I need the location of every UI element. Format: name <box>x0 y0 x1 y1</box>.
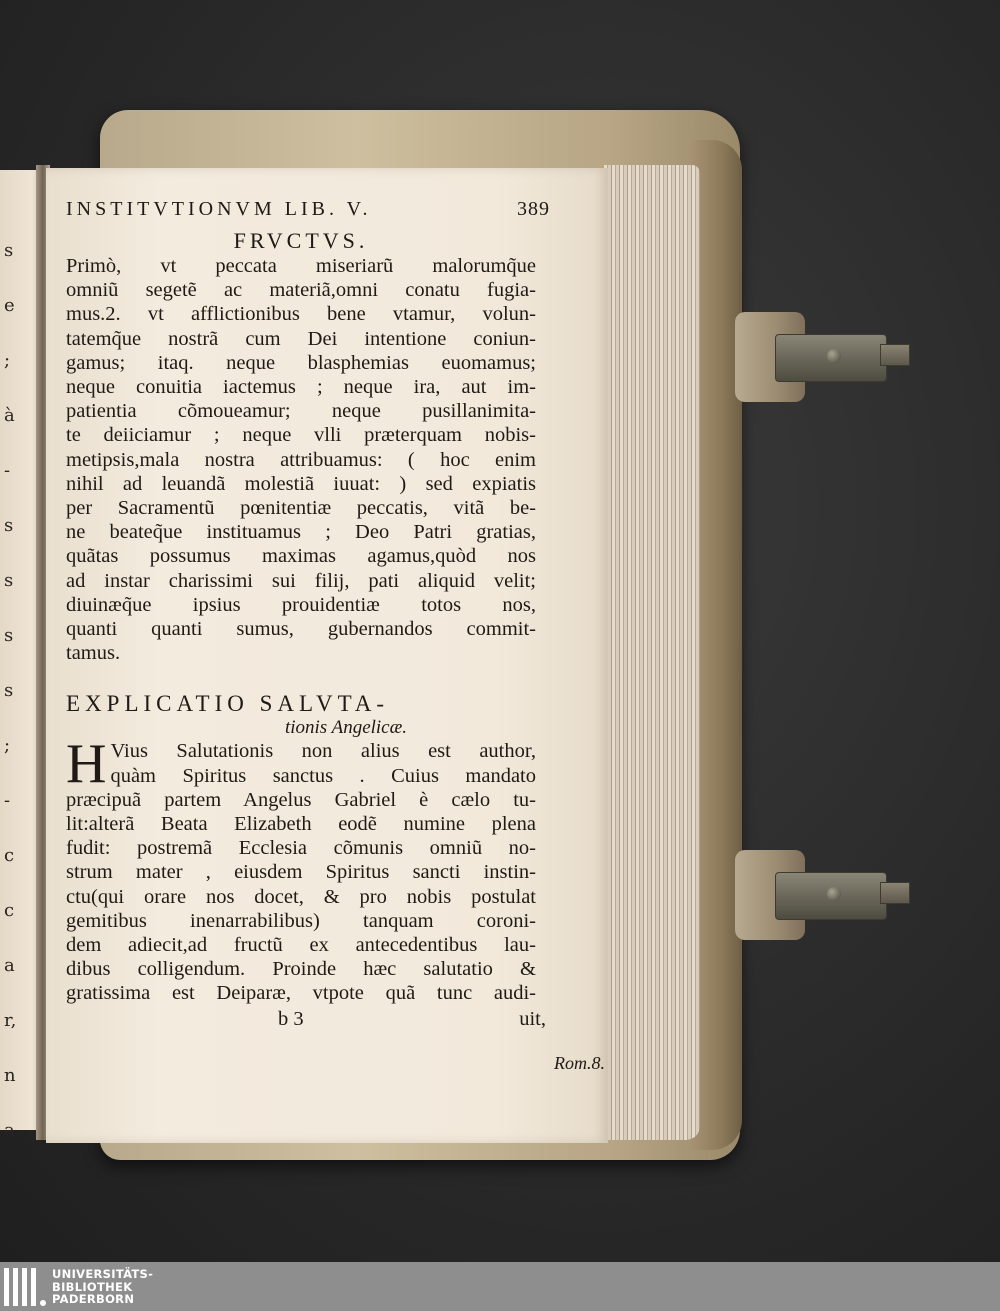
left-page-glyph: ; <box>4 350 11 371</box>
text-line: patientia cõmoueamur; neque pusillanimita- <box>66 400 536 423</box>
left-page-glyph: ; <box>4 735 11 756</box>
text-line: quanti quanti sumus, gubernandos commit- <box>66 618 536 641</box>
signature-mark: b 3 <box>278 1007 304 1030</box>
running-head <box>66 198 550 224</box>
paragraph-salutatio <box>66 733 536 1005</box>
library-name-line1: UNIVERSITÄTS- <box>52 1267 154 1281</box>
left-page-fragments <box>0 170 40 1141</box>
paragraph-fructus <box>66 254 536 665</box>
text-line: mus.2. vt afflictionibus bene vtamur, volun- <box>66 303 536 326</box>
left-page-glyph: n <box>4 1065 16 1086</box>
text-line: strum mater , eiusdem Spiritus sancti instin- <box>66 861 536 884</box>
text-line: gamus; itaq. neque blasphemias euomamus; <box>66 351 536 374</box>
text-line: neque conuitia iactemus ; neque ira, aut im- <box>66 376 536 399</box>
page-edges <box>604 165 700 1140</box>
text-line: quàm Spiritus sanctus . Cuius mandato <box>110 764 536 787</box>
section-title: FRVCTVS. <box>233 228 369 253</box>
left-page-glyph: e <box>4 295 15 316</box>
left-page-glyph: c <box>4 845 15 866</box>
left-page-glyph: r, <box>4 1010 17 1031</box>
left-page-glyph: a <box>4 1120 15 1141</box>
catchword: uit, <box>519 1007 546 1030</box>
text-line: te deiiciamur ; neque vlli præterquam nobis- <box>66 424 536 447</box>
marginal-note: Rom.8. <box>554 1053 605 1073</box>
text-line: Vius Salutationis non alius est author, <box>110 740 536 763</box>
left-page-glyph: a <box>4 955 15 976</box>
text-line: tamus. <box>66 642 121 665</box>
page-number: 389 <box>517 198 550 220</box>
clasp-pin <box>880 882 910 904</box>
page-text <box>66 198 550 1034</box>
library-name-line2: BIBLIOTHEK <box>52 1279 133 1294</box>
left-page-glyph: - <box>4 460 11 481</box>
text-line: fudit: postremã Ecclesia cõmunis omniũ no- <box>66 837 536 860</box>
text-line: ne beateq̃ue instituamus ; Deo Patri gratias, <box>66 521 536 544</box>
text-line: lit:alterã Beata Elizabeth eodẽ numine plena <box>66 813 536 836</box>
heading-explicatio-sub: tionis Angelicæ. <box>284 717 408 739</box>
text-line: diuinæq̃ue ipsius prouidentiæ totos nos, <box>66 593 536 616</box>
text-line: gratissima est Deiparæ, vtpote quã tunc audi- <box>66 982 536 1005</box>
clasp-pin <box>880 344 910 366</box>
text-line: Primò, vt peccata miseriarũ malorumq̃ue <box>66 255 536 277</box>
heading-explicatio: EXPLICATIO SALVTA- <box>66 691 390 717</box>
text-line: præcipuã partem Angelus Gabriel è cælo tu- <box>66 788 536 811</box>
text-line: quãtas possumus maximas agamus,quòd nos <box>66 545 536 568</box>
text-line: metipsis,mala nostra attribuamus: ( hoc enim <box>66 448 536 471</box>
left-page-glyph: - <box>4 790 11 811</box>
left-page-glyph: s <box>4 570 14 591</box>
catch-line <box>66 1007 546 1034</box>
text-line: tatemq̃ue nostrã cum Dei intentione coniun- <box>66 327 536 350</box>
text-line: ctu(qui orare nos docet, & pro nobis postulat <box>66 885 536 908</box>
text-line: per Sacramentũ pœnitentiæ peccatis, vitã be- <box>66 497 536 520</box>
text-line: nihil ad leuandã molestiã iuuat: ) sed expiatis <box>66 472 536 495</box>
text-line: gemitibus inenarrabilibus) tanquam coroni- <box>66 909 536 932</box>
upper-clasp <box>735 312 915 402</box>
library-name-line3: PADERBORN <box>52 1292 135 1306</box>
book-page <box>46 168 608 1143</box>
clasp-rivet <box>827 887 841 901</box>
clasp-rivet <box>827 349 841 363</box>
lower-clasp <box>735 850 915 940</box>
text-line: dibus colligendum. Proinde hæc salutatio & <box>66 958 536 981</box>
library-footer-bar <box>0 1262 1000 1311</box>
library-name <box>52 1268 153 1306</box>
library-logo-icon <box>4 1268 46 1306</box>
left-page-glyph: s <box>4 680 14 701</box>
left-page-glyph: s <box>4 515 14 536</box>
text-line: omniũ segetẽ ac materiã,omni conatu fugia- <box>66 279 536 302</box>
running-head-title: INSTITVTIONVM LIB. V. <box>66 198 372 220</box>
drop-capital: H <box>66 733 107 796</box>
left-page-glyph: à <box>4 405 15 426</box>
text-line: ad instar charissimi sui filij, pati aliquid velit; <box>66 569 536 592</box>
left-page-glyph: s <box>4 240 14 261</box>
text-line: dem adiecit,ad fructũ ex antecedentibus lau- <box>66 934 536 957</box>
left-page-glyph: s <box>4 625 14 646</box>
left-page-glyph: c <box>4 900 15 921</box>
